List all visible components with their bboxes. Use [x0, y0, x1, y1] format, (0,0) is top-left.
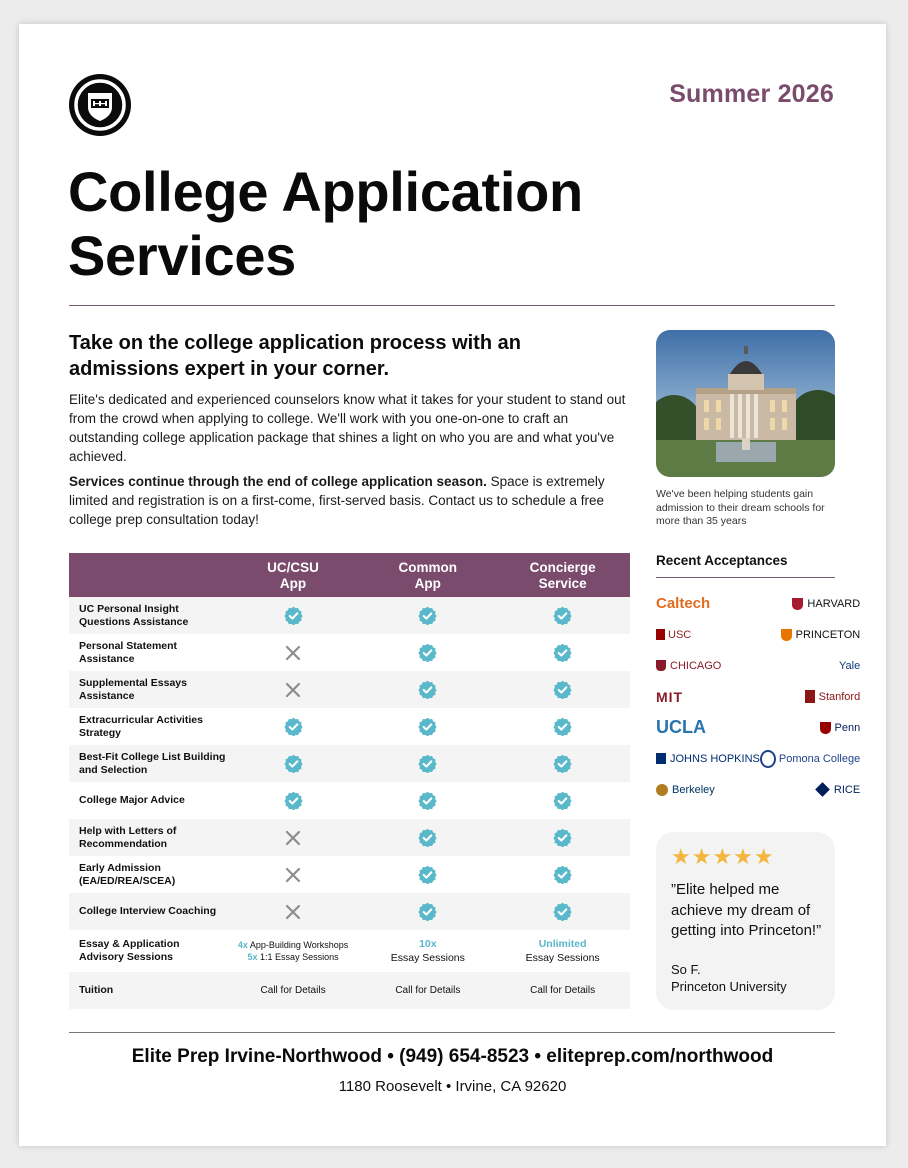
session-text: App-Building Workshops	[247, 940, 349, 950]
row-label: Early Admission (EA/ED/REA/SCEA)	[79, 861, 176, 887]
table-row	[69, 634, 630, 671]
check-icon	[226, 606, 361, 625]
session-count: 5x	[247, 952, 258, 962]
column-header-common-app	[360, 553, 495, 597]
check-icon	[226, 754, 361, 773]
check-icon	[360, 902, 495, 921]
five-star-rating-icon: ★★★★★	[671, 844, 775, 869]
testimonial-card	[656, 832, 835, 1010]
feature-rows	[69, 597, 630, 930]
check-icon	[226, 717, 361, 736]
university-logo: JOHNS HOPKINS	[656, 743, 760, 774]
check-icon	[360, 865, 495, 884]
check-icon	[495, 717, 630, 736]
table-row	[69, 671, 630, 708]
author-school: Princeton University	[671, 979, 787, 994]
row-label: Help with Letters of Recommendation	[79, 824, 177, 850]
sessions-row	[69, 930, 630, 972]
sessions-common-cell	[360, 937, 495, 965]
session-count: 10x	[419, 938, 437, 950]
page-title: College Application Services	[68, 160, 583, 287]
table-row	[69, 782, 630, 819]
table-row	[69, 745, 630, 782]
table-header-blank	[69, 553, 226, 597]
recent-acceptances-title: Recent Acceptances	[656, 553, 788, 568]
column-header-line: Common	[398, 560, 458, 575]
elite-shield-logo-icon	[69, 74, 131, 136]
row-label: Essay & Application Advisory Sessions	[79, 938, 180, 963]
sessions-uc-cell	[226, 939, 361, 963]
university-logo: Stanford	[760, 681, 860, 712]
university-logo: Berkeley	[656, 774, 760, 805]
cross-icon	[226, 645, 361, 661]
season-label: Summer 2026	[669, 80, 834, 108]
university-logo: RICE	[760, 774, 860, 805]
check-icon	[495, 902, 630, 921]
tuition-value: Call for Details	[395, 985, 461, 996]
university-logo-grid	[656, 588, 861, 805]
session-count: Unlimited	[538, 938, 587, 950]
row-label: Tuition	[79, 984, 114, 996]
table-header	[69, 553, 630, 597]
flyer-page	[19, 24, 886, 1146]
check-icon	[495, 865, 630, 884]
session-text: Essay Sessions	[390, 952, 465, 964]
check-icon	[495, 643, 630, 662]
check-icon	[495, 606, 630, 625]
footer-divider	[69, 1032, 835, 1033]
photo-caption: We've been helping students gain admission to their dream schools for more than 35 years	[656, 488, 825, 527]
author-name: So F.	[671, 962, 701, 977]
session-text: 1:1 Essay Sessions	[257, 952, 339, 962]
intro-paragraph: Elite's dedicated and experienced counselors know what it takes for your student to stand out from the crowd when applying to college. We'll work with you one-on-one to craft an outstanding college application package that shines a light on who you are and what you've achieved.	[69, 392, 626, 464]
availability-paragraph	[69, 472, 635, 529]
university-logo: Penn	[760, 712, 860, 743]
check-icon	[360, 754, 495, 773]
row-label: College Major Advice	[79, 794, 185, 806]
testimonial-author	[671, 961, 787, 995]
sessions-concierge-cell	[495, 937, 630, 965]
row-label: Best-Fit College List Building and Selection	[79, 750, 226, 776]
university-logo: UCLA	[656, 717, 706, 737]
testimonial-quote: ”Elite helped me achieve my dream of getting into Princeton!”	[671, 881, 822, 939]
table-row	[69, 597, 630, 634]
cross-icon	[226, 904, 361, 920]
university-logo: Pomona College	[760, 743, 860, 774]
header-divider	[69, 305, 835, 306]
row-label: Personal Statement Assistance	[79, 639, 178, 665]
row-label: UC Personal Insight Questions Assistance	[79, 602, 189, 628]
university-logo: PRINCETON	[760, 619, 860, 650]
intro-headline: Take on the college application process with an admissions expert in your corner.	[69, 332, 521, 380]
cross-icon	[226, 830, 361, 846]
table-row	[69, 708, 630, 745]
check-icon	[360, 828, 495, 847]
university-logo: CHICAGO	[656, 650, 760, 681]
footer-contact: Elite Prep Irvine-Northwood • (949) 654-8523 • eliteprep.com/northwood	[131, 1046, 774, 1067]
column-header-concierge	[495, 553, 630, 597]
university-logo: USC	[656, 619, 760, 650]
session-count: 4x	[237, 940, 248, 950]
table-row	[69, 893, 630, 930]
check-icon	[360, 606, 495, 625]
university-logo: Yale	[839, 659, 861, 672]
column-header-line: Concierge	[529, 560, 596, 575]
session-text: Essay Sessions	[525, 952, 600, 964]
tuition-value: Call for Details	[260, 985, 326, 996]
cross-icon	[226, 867, 361, 883]
availability-bold-text: Services continue through the end of college application season.	[69, 474, 487, 489]
check-icon	[360, 680, 495, 699]
university-logo: HARVARD	[760, 588, 860, 619]
check-icon	[495, 828, 630, 847]
table-row	[69, 819, 630, 856]
check-icon	[360, 717, 495, 736]
table-row	[69, 856, 630, 893]
column-header-line: UC/CSU	[267, 560, 319, 575]
university-logo: Caltech	[656, 595, 711, 612]
footer-address: 1180 Roosevelt • Irvine, CA 92620	[338, 1078, 567, 1095]
column-header-line: Service	[538, 576, 587, 591]
services-table	[69, 553, 630, 1009]
check-icon	[360, 791, 495, 810]
availability-text: Space is extremely limited and registration is on a first-come, first-served basis. Contact us to schedule a free college prep consultation today!	[69, 474, 605, 527]
tuition-row	[69, 972, 630, 1009]
check-icon	[226, 791, 361, 810]
column-header-line: App	[279, 576, 307, 591]
row-label: College Interview Coaching	[79, 905, 217, 917]
acceptances-divider	[656, 577, 835, 578]
check-icon	[495, 680, 630, 699]
university-logo: MIT	[656, 688, 684, 705]
row-label: Supplemental Essays Assistance	[79, 676, 187, 702]
column-header-line: App	[414, 576, 441, 591]
campus-photo	[656, 330, 835, 477]
row-label: Extracurricular Activities Strategy	[79, 713, 203, 739]
cross-icon	[226, 682, 361, 698]
tuition-value: Call for Details	[530, 985, 596, 996]
check-icon	[360, 643, 495, 662]
check-icon	[495, 754, 630, 773]
column-header-uc-csu	[226, 553, 361, 597]
check-icon	[495, 791, 630, 810]
